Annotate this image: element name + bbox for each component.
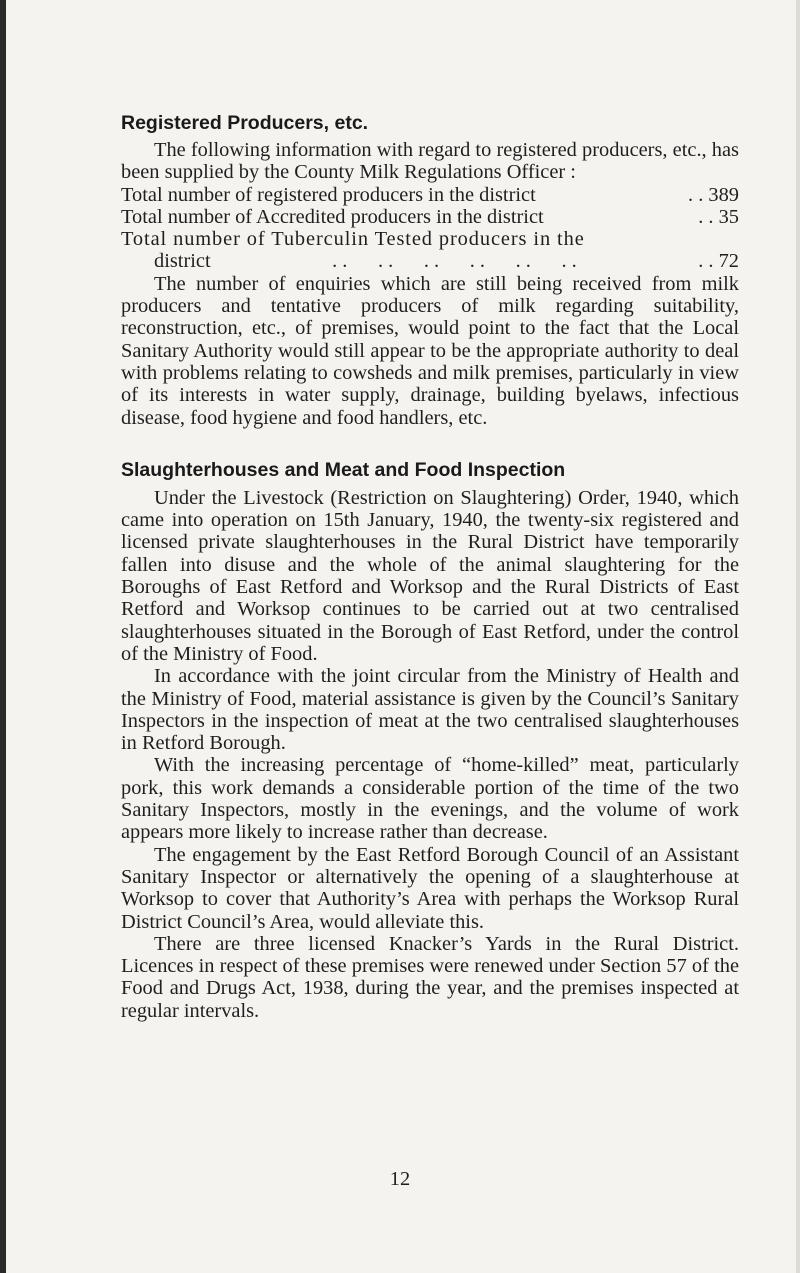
stat-value: . . 389 <box>688 183 739 206</box>
stat-label-continuation: district <box>154 250 211 273</box>
body-paragraph: With the increasing percentage of “home-killed” meat, particularly pork, this work demands a considerable portion of the time of the two Sanitary Inspectors, mostly in the evenings, and the volume of work appears more likely to increase rather than decrease. <box>121 754 739 844</box>
stat-value: . . 72 <box>698 250 739 273</box>
page-edge <box>796 0 800 1273</box>
body-paragraph: In accordance with the joint circular from the Ministry of Health and the Ministry of Food, material assistance is given by the Council’s Sanitary Inspectors in the inspection of meat at the two centralised slaughterhouses in Retford Borough. <box>121 665 739 755</box>
stat-row-accredited <box>121 206 739 228</box>
body-paragraph: The engagement by the East Retford Borough Council of an Assistant Sanitary Inspector or alternatively the opening of a slaughterhouse at Worksop to cover that Authority’s Area with perhaps the Worksop Rural District Council’s Area, would alleviate this. <box>121 843 739 933</box>
body-paragraph: Under the Livestock (Restriction on Slaughtering) Order, 1940, which came into operation on 15th January, 1940, the twenty-six registered and licensed private slaughterhouses in the Rural District have temporarily fallen into disuse and the whole of the animal slaughtering for the Boroughs of East Retford and Worksop and the Rural Districts of East Retford and Worksop continues to be carried out at two centralised slaughterhouses situated in the Borough of East Retford, under the control of the Ministry of Food. <box>121 486 739 665</box>
stat-row-tuberculin-continuation <box>121 250 739 272</box>
page-edge-shadow <box>0 0 6 1273</box>
dot-leaders: . . . . . . . . . . . . <box>332 250 577 273</box>
page-content <box>121 112 739 1022</box>
stat-label: Total number of Tuberculin Tested producers in the <box>121 228 585 251</box>
intro-paragraph: The following information with regard to registered producers, etc., has been supplied by the County Milk Regulations Officer : <box>121 139 739 184</box>
stat-row-registered <box>121 184 739 206</box>
body-paragraph: There are three licensed Knacker’s Yards in the Rural District. Licences in respect of these premises were renewed under Section 57 of the Food and Drugs Act, 1938, during the year, and the premises inspected at regular intervals. <box>121 932 739 1022</box>
stat-label: Total number of registered producers in the district <box>121 183 536 206</box>
body-paragraph: The number of enquiries which are still being received from milk producers and tentative producers of milk regarding suitability, reconstruction, etc., of premises, would point to the fact that the Local Sanitary Authority would still appear to be the appropriate authority to deal with problems relating to cowsheds and milk premises, particularly in view of its interests in water supply, drainage, building byelaws, infectious disease, food hygiene and food handlers, etc. <box>121 272 739 429</box>
stat-value: . . 35 <box>698 205 739 228</box>
section-heading-registered-producers: Registered Producers, etc. <box>121 112 369 134</box>
stat-row-tuberculin <box>121 228 739 250</box>
section-heading-slaughterhouses: Slaughterhouses and Meat and Food Inspection <box>121 458 566 481</box>
page-number: 12 <box>389 1168 411 1190</box>
stat-label: Total number of Accredited producers in the district <box>121 205 544 228</box>
